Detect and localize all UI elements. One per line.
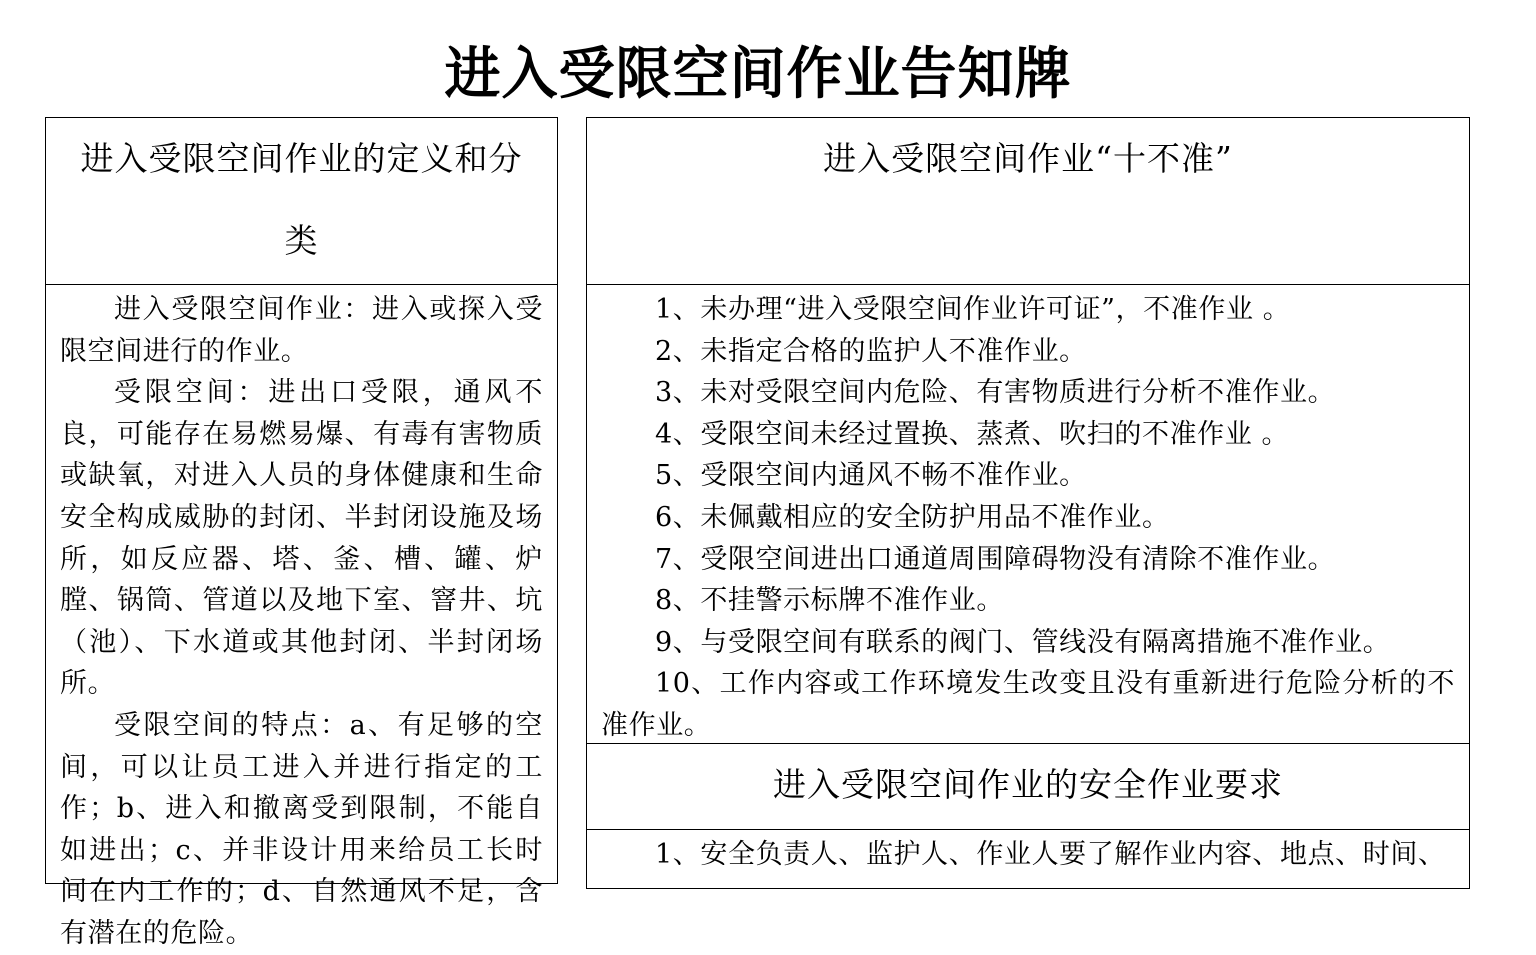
ten-prohibitions-heading: 进入受限空间作业“十不准” bbox=[823, 139, 1233, 178]
safety-requirement-item: 1、安全负责人、监护人、作业人要了解作业内容、地点、时间、 bbox=[655, 839, 1446, 870]
prohibition-item: 8、不挂警示标牌不准作业。 bbox=[655, 585, 1004, 617]
prohibition-item: 6、未佩戴相应的安全防护用品不准作业。 bbox=[655, 501, 1170, 533]
safety-requirements-heading-cell bbox=[586, 743, 1470, 830]
ten-prohibitions-heading-cell bbox=[586, 117, 1470, 285]
prohibition-item: 1、未办理“进入受限空间作业许可证”，不准作业 。 bbox=[655, 294, 1291, 325]
definition-heading-cell bbox=[45, 117, 558, 285]
definition-content bbox=[46, 285, 557, 955]
prohibition-item: 7、受限空间进出口通道周围障碍物没有清除不准作业。 bbox=[655, 543, 1336, 575]
definition-heading: 进入受限空间作业的定义和分类 bbox=[80, 139, 523, 260]
prohibition-item: 10、工作内容或工作环境发生改变且没有重新进行危险分析的不准作业。 bbox=[601, 668, 1455, 741]
safety-requirements-content-cell bbox=[586, 829, 1470, 889]
definition-paragraph: 受限空间的特点：a、有足够的空间，可以让员工进入并进行指定的工作；b、进入和撤离受到限制，不能自如进出；c、并非设计用来给员工长时间在内工作的；d、自然通风不足，含有潜在的危险。 bbox=[60, 709, 543, 949]
prohibition-item: 3、未对受限空间内危险、有害物质进行分析不准作业。 bbox=[655, 377, 1336, 409]
ten-prohibitions-list bbox=[587, 285, 1469, 747]
definition-paragraph: 进入受限空间作业：进入或探入受限空间进行的作业。 bbox=[60, 294, 543, 367]
safety-requirements-heading: 进入受限空间作业的安全作业要求 bbox=[773, 765, 1283, 804]
prohibition-item: 9、与受限空间有联系的阀门、管线没有隔离措施不准作业。 bbox=[655, 626, 1391, 658]
ten-prohibitions-content-cell bbox=[586, 284, 1470, 744]
prohibition-item: 2、未指定合格的监护人不准作业。 bbox=[655, 335, 1087, 367]
prohibition-item: 4、受限空间未经过置换、蒸煮、吹扫的不准作业 。 bbox=[655, 418, 1290, 450]
definition-paragraph: 受限空间：进出口受限，通风不良，可能存在易燃易爆、有毒有害物质或缺氧，对进入人员的身体健康和生命安全构成威胁的封闭、半封闭设施及场所，如反应器、塔、釜、槽、罐、炉膛、锅筒、管道以及地下室、窨井、坑（池）、下水道或其他封闭、半封闭场所。 bbox=[60, 377, 543, 700]
page-title: 进入受限空间作业告知牌 bbox=[444, 41, 1072, 107]
definition-content-cell bbox=[45, 284, 558, 949]
prohibition-item: 5、受限空间内通风不畅不准作业。 bbox=[655, 460, 1087, 492]
safety-requirements-list bbox=[587, 830, 1469, 876]
